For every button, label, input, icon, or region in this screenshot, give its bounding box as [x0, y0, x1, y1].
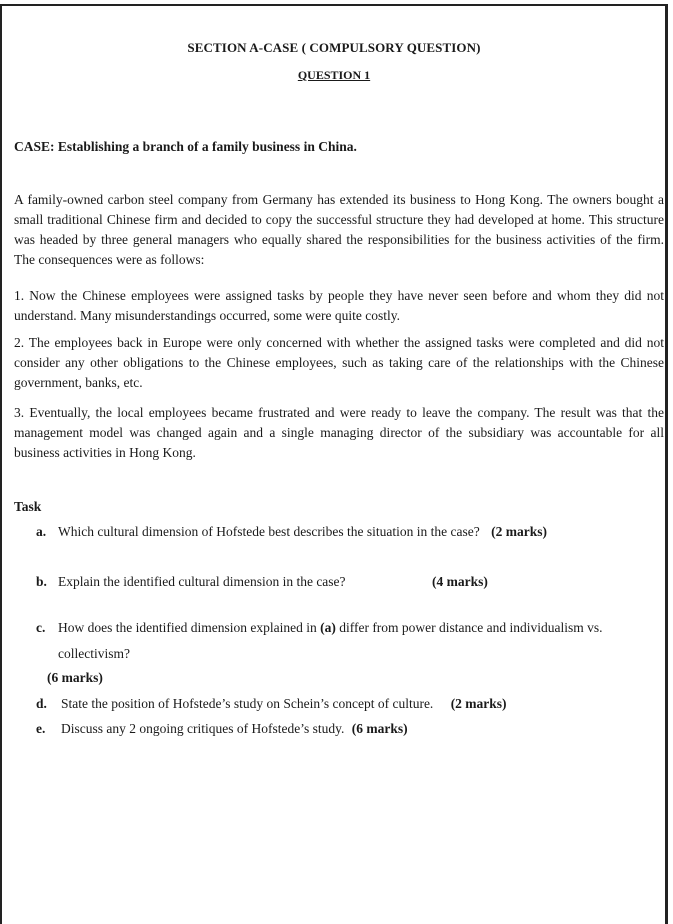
task-text: How does the identified dimension explained in: [58, 620, 321, 635]
task-c-line2: collectivism?: [58, 646, 130, 661]
task-title: Task: [14, 499, 42, 514]
task-item-d: [36, 696, 507, 712]
question-title: QUESTION 1: [297, 68, 371, 82]
case-title: CASE: Establishing a branch of a family business in China.: [14, 139, 357, 154]
task-item-e: [36, 721, 408, 737]
task-ref: (a): [320, 620, 336, 635]
case-point-3: 3. Eventually, the local employees became frustrated and were ready to leave the company. The result was that the management model was changed again and a single managing director of the subsidiary was accountable for all business activities in Hong Kong.: [14, 405, 664, 460]
task-item-c: [36, 620, 603, 636]
task-text: Explain the identified cultural dimension in the case?: [58, 574, 346, 589]
task-marks: (6 marks): [351, 721, 408, 736]
task-letter: d.: [36, 696, 47, 711]
task-marks: (2 marks): [491, 524, 547, 539]
task-item-b: [36, 574, 346, 590]
section-title: SECTION A-CASE ( COMPULSORY QUESTION): [187, 40, 481, 55]
task-marks: (2 marks): [450, 696, 507, 711]
task-letter: b.: [36, 574, 47, 589]
task-letter: c.: [36, 620, 46, 635]
task-letter: e.: [36, 721, 46, 736]
case-point-2: 2. The employees back in Europe were only concerned with whether the assigned tasks were completed and did not consider any other obligations to the Chinese employees, such as taking care of the relationships with the Chinese government, banks, etc.: [14, 335, 664, 390]
task-text: Which cultural dimension of Hofstede best describes the situation in the case?: [58, 524, 480, 539]
task-text-cont: differ from power distance and individualism vs.: [335, 620, 603, 635]
task-text: Discuss any 2 ongoing critiques of Hofstede’s study.: [61, 721, 345, 736]
task-item-a: [36, 524, 547, 540]
task-letter: a.: [36, 524, 47, 539]
task-marks-b: (4 marks): [432, 574, 488, 589]
task-text: State the position of Hofstede’s study on Schein’s concept of culture.: [61, 696, 434, 711]
case-point-1: 1. Now the Chinese employees were assigned tasks by people they have never seen before and whom they did not understand. Many misunderstandings occurred, some were quite costly.: [14, 288, 664, 323]
task-marks-c: (6 marks): [47, 670, 103, 685]
case-intro-paragraph: A family-owned carbon steel company from Germany has extended its business to Hong Kong. The owners bought a small traditional Chinese firm and decided to copy the successful structure they had developed at home. This structure was headed by three general managers who equally shared the responsibilities for the business activities of the firm. The consequences were as follows:: [14, 192, 664, 267]
